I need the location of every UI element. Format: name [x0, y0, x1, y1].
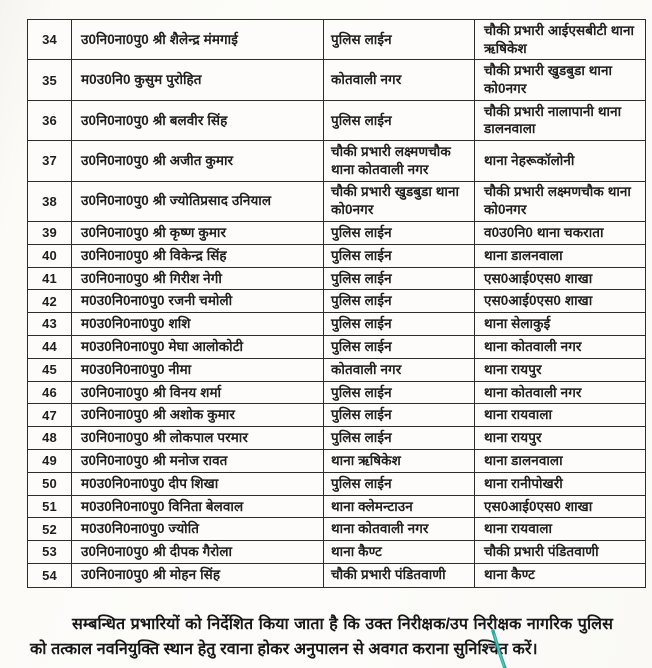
cell-current-posting: पुलिस लाईन: [324, 473, 475, 495]
cell-serial-number: 40: [28, 245, 72, 267]
cell-new-posting: थाना सेलाकुई: [484, 316, 551, 332]
cell-current-posting: पुलिस लाईन: [324, 427, 475, 449]
cell-current-posting: पुलिस लाईन: [324, 222, 475, 244]
cell-officer-name: उ0नि0ना0पु0 श्री विकेन्द्र सिंह: [72, 245, 324, 267]
cell-officer-name: उ0नि0ना0पु0 श्री मोहन सिंह: [72, 564, 324, 587]
cell-current-posting: चौकी प्रभारी पंडितवाणी: [324, 564, 475, 587]
cell-current-posting: पुलिस लाईन: [324, 404, 475, 426]
cell-serial-number: 34: [28, 20, 72, 59]
cell-serial-number: 51: [28, 496, 72, 518]
cell-current-posting: पुलिस लाईन: [324, 290, 475, 312]
cell-serial-number: 54: [28, 564, 72, 587]
cell-new-posting: थाना रायपुर: [484, 361, 542, 377]
cell-new-posting: एस0आई0एस0 शाखा: [484, 293, 593, 309]
cell-new-posting: थाना कैण्ट: [484, 567, 535, 583]
table-row: [28, 359, 645, 382]
cell-current-posting: कोतवाली नगर: [324, 60, 475, 99]
cell-current-posting: थाना कैण्ट: [324, 541, 475, 563]
cell-officer-name: उ0नि0ना0पु0 श्री विनय शर्मा: [72, 382, 324, 404]
cell-current-posting: पुलिस लाईन: [324, 268, 475, 290]
cell-serial-number: 38: [28, 182, 72, 221]
cell-new-posting: एस0आई0एस0 शाखा: [484, 498, 593, 514]
cell-serial-number: 42: [28, 290, 72, 312]
table-row: [28, 382, 645, 405]
cell-current-posting: चौकी प्रभारी लक्ष्मणचौक थाना कोतवाली नगर: [324, 141, 475, 180]
cell-current-posting: थाना कोतवाली नगर: [324, 518, 475, 540]
instruction-paragraph: सम्बन्धित प्रभारियों को निर्देशित किया जाता है कि उक्त निरीक्षक/उप निरीक्षक नागरिक पुलिस को तत्काल नवनियुक्ति स्थान हेतु रवाना होकर अनुपालन से अवगत कराना सुनिश्चित करें।: [30, 616, 613, 659]
cell-current-posting: पुलिस लाईन: [324, 313, 475, 335]
cell-new-posting: थाना डालनवाला: [484, 452, 563, 468]
cell-officer-name: उ0नि0ना0पु0 श्री लोकपाल परमार: [72, 427, 324, 449]
table-row: [28, 222, 645, 245]
cell-new-posting: व0उ0नि0 थाना चकराता: [484, 224, 604, 240]
table-row: [28, 20, 645, 60]
cell-new-posting: एस0आई0एस0 शाखा: [484, 270, 593, 286]
table-row: [28, 141, 645, 181]
table-row: [28, 541, 645, 564]
cell-officer-name: म0उ0नि0ना0पु0 मेघा आलोकोटी: [72, 336, 324, 358]
cell-serial-number: 44: [28, 336, 72, 358]
table-row: [28, 182, 645, 222]
cell-current-posting: पुलिस लाईन: [324, 336, 475, 358]
cell-serial-number: 41: [28, 268, 72, 290]
cell-serial-number: 49: [28, 450, 72, 472]
cell-current-posting: पुलिस लाईन: [324, 20, 475, 59]
cell-serial-number: 46: [28, 382, 72, 404]
table-row: [28, 336, 645, 359]
cell-serial-number: 50: [28, 473, 72, 495]
cell-new-posting: थाना कोतवाली नगर: [484, 338, 582, 354]
cell-new-posting: चौकी प्रभारी लक्ष्मणचौक थाना को0नगर: [484, 184, 632, 218]
cell-new-posting: चौकी प्रभारी खुडबुडा थाना को0नगर: [484, 63, 613, 97]
cell-new-posting: थाना कोतवाली नगर: [484, 384, 582, 400]
cell-officer-name: उ0नि0ना0पु0 श्री अजीत कुमार: [72, 141, 324, 180]
table-row: [28, 473, 645, 496]
cell-current-posting: चौकी प्रभारी खुडबुडा थाना को0नगर: [324, 182, 475, 221]
cell-officer-name: उ0नि0ना0पु0 श्री ज्योतिप्रसाद उनियाल: [72, 182, 324, 221]
cell-officer-name: म0उ0नि0ना0पु0 ज्योति: [72, 518, 324, 540]
cell-new-posting: थाना रानीपोखरी: [484, 475, 563, 491]
table-row: [28, 496, 645, 519]
table-row: [28, 290, 645, 313]
cell-serial-number: 37: [28, 141, 72, 180]
cell-officer-name: उ0नि0ना0पु0 श्री अशोक कुमार: [72, 404, 324, 426]
cell-officer-name: म0उ0नि0ना0पु0 शशि: [72, 313, 324, 335]
cell-officer-name: उ0नि0ना0पु0 श्री शैलेन्द्र मंमगाई: [72, 20, 324, 59]
cell-current-posting: कोतवाली नगर: [324, 359, 475, 381]
table-row: [28, 427, 645, 450]
cell-officer-name: उ0नि0ना0पु0 श्री मनोज रावत: [72, 450, 324, 472]
cell-officer-name: म0उ0नि0 कुसुम पुरोहित: [72, 60, 324, 99]
table-row: [28, 245, 645, 268]
transfer-table: [27, 19, 646, 588]
cell-serial-number: 43: [28, 313, 72, 335]
cell-serial-number: 53: [28, 541, 72, 563]
cell-serial-number: 36: [28, 101, 72, 140]
cell-new-posting: थाना नेहरूकॉलोनी: [484, 152, 575, 168]
cell-new-posting: चौकी प्रभारी आईएसबीटी थाना ऋषिकेश: [484, 22, 635, 56]
cell-current-posting: पुलिस लाईन: [324, 101, 475, 140]
table-row: [28, 450, 645, 473]
cell-officer-name: उ0नि0ना0पु0 श्री गिरीश नेगी: [72, 268, 324, 290]
table-row: [28, 60, 645, 100]
cell-officer-name: उ0नि0ना0पु0 श्री कृष्ण कुमार: [72, 222, 324, 244]
cell-current-posting: पुलिस लाईन: [324, 245, 475, 267]
cell-officer-name: म0उ0नि0ना0पु0 रजनी चमोली: [72, 290, 324, 312]
table-row: [28, 518, 645, 541]
cell-officer-name: म0उ0नि0ना0पु0 नीमा: [72, 359, 324, 381]
cell-new-posting: चौकी प्रभारी नालापानी थाना डालनवाला: [484, 103, 622, 137]
cell-new-posting: चौकी प्रभारी पंडितवाणी: [484, 544, 599, 560]
cell-officer-name: म0उ0नि0ना0पु0 दीप शिखा: [72, 473, 324, 495]
cell-new-posting: थाना डालनवाला: [484, 247, 563, 263]
table-row: [28, 268, 645, 291]
cell-officer-name: उ0नि0ना0पु0 श्री दीपक गैरोला: [72, 541, 324, 563]
table-row: [28, 564, 645, 587]
table-row: [28, 404, 645, 427]
cell-current-posting: थाना ऋषिकेश: [324, 450, 475, 472]
cell-officer-name: उ0नि0ना0पु0 श्री बलवीर सिंह: [72, 101, 324, 140]
cell-current-posting: थाना क्लेमन्टाउन: [324, 496, 475, 518]
cell-serial-number: 39: [28, 222, 72, 244]
cell-officer-name: म0उ0नि0ना0पु0 विनिता बेलवाल: [72, 496, 324, 518]
cell-serial-number: 52: [28, 518, 72, 540]
cell-new-posting: थाना रायपुर: [484, 430, 542, 446]
cell-new-posting: थाना रायवाला: [484, 407, 553, 423]
cell-serial-number: 48: [28, 427, 72, 449]
cell-new-posting: थाना रायवाला: [484, 521, 553, 537]
cell-serial-number: 45: [28, 359, 72, 381]
table-row: [28, 313, 645, 336]
cell-serial-number: 47: [28, 404, 72, 426]
table-row: [28, 101, 645, 141]
cell-serial-number: 35: [28, 60, 72, 99]
cell-current-posting: पुलिस लाईन: [324, 382, 475, 404]
